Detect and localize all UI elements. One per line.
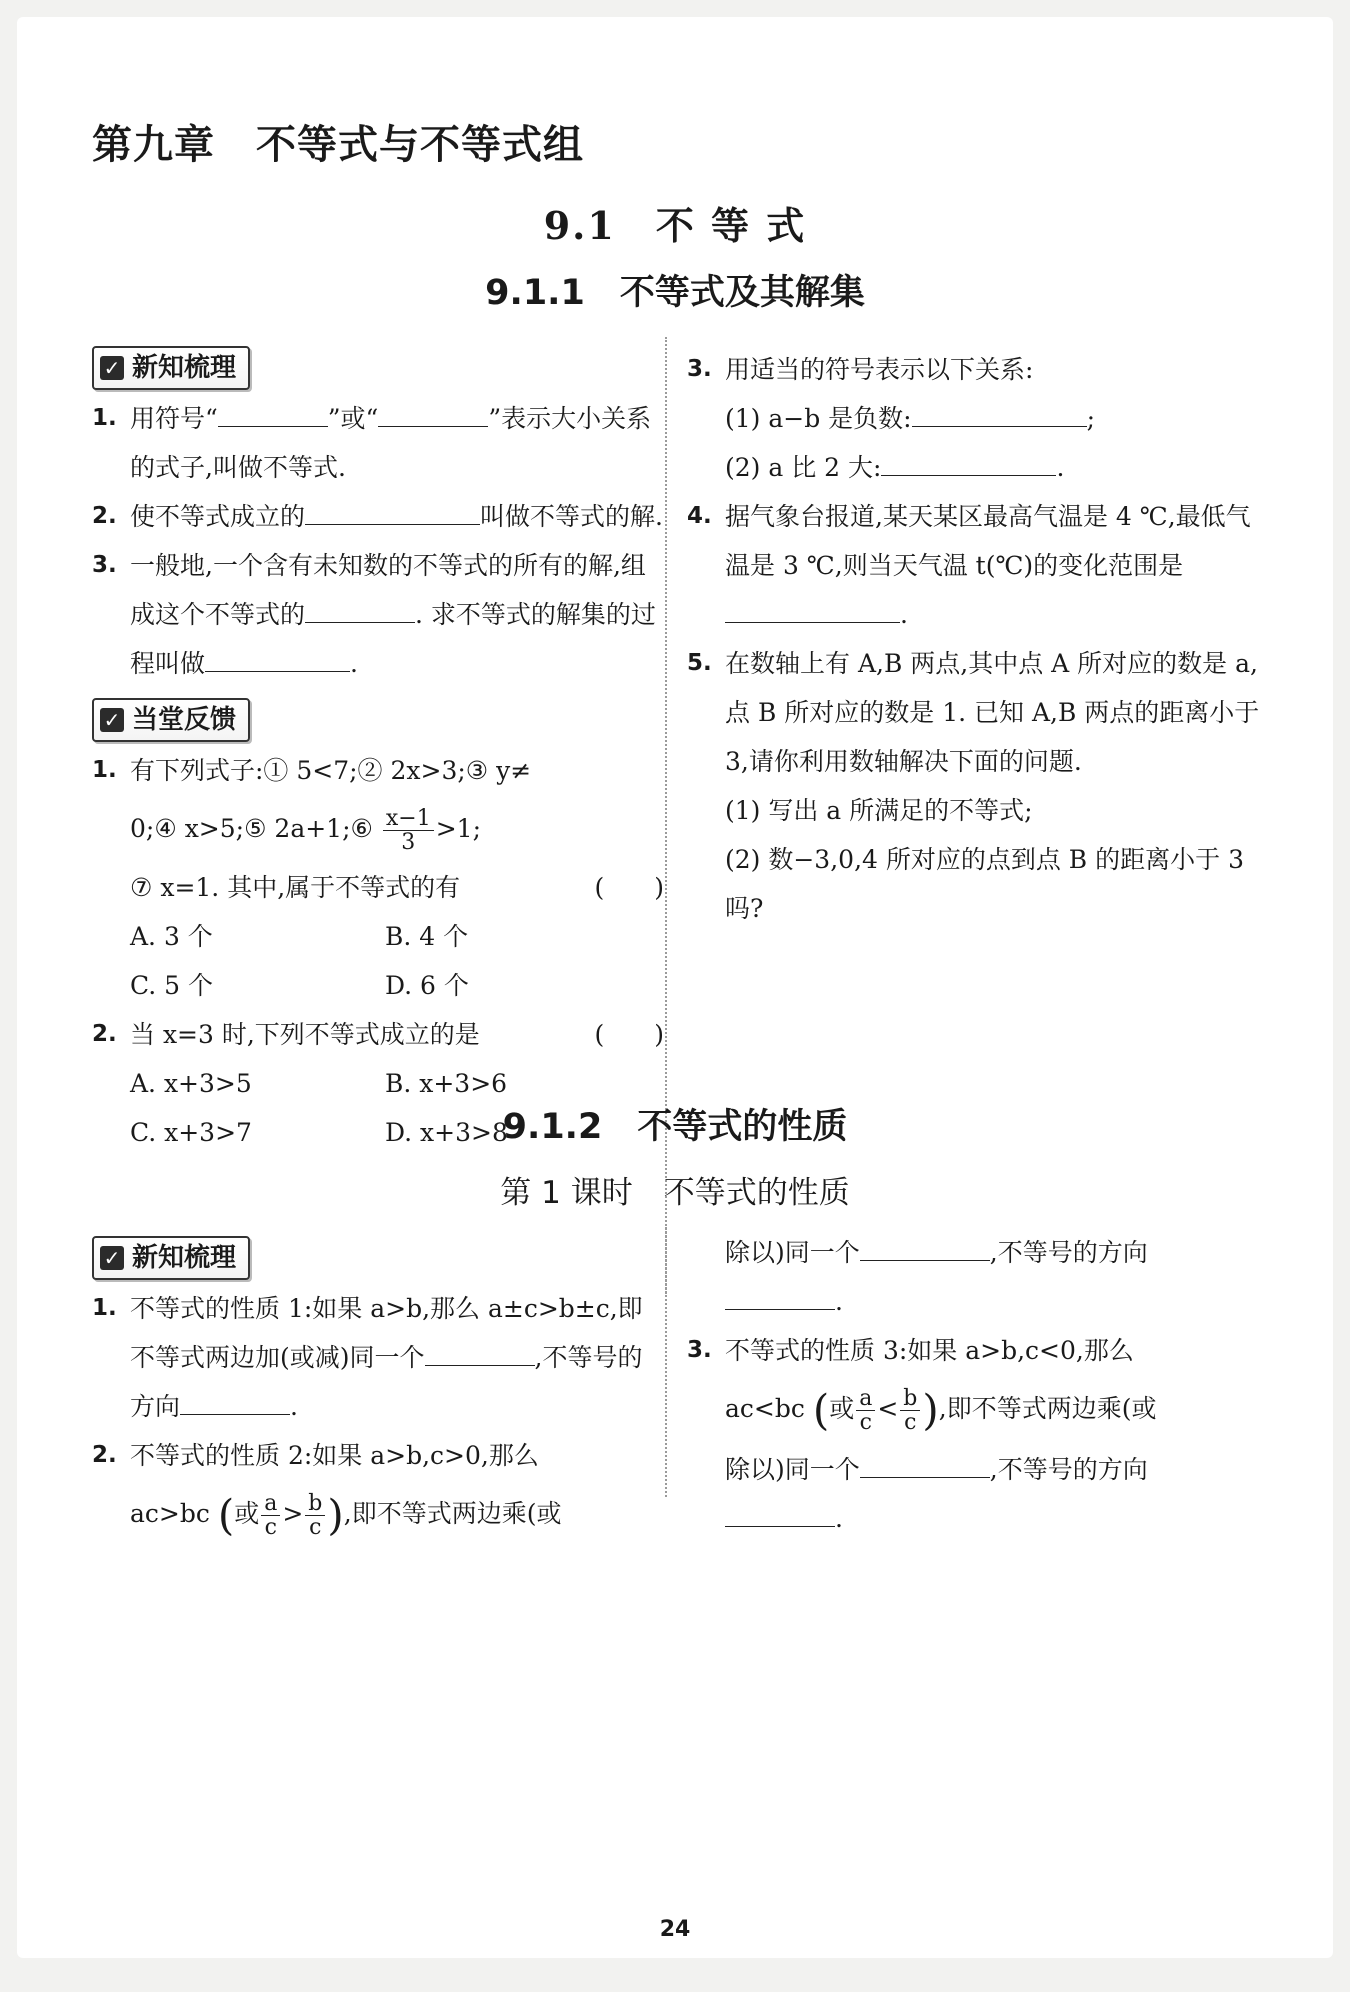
- checkbox-icon: ✓: [100, 356, 124, 380]
- section-title: 9.1 不 等 式: [543, 203, 807, 248]
- text: ,不等号的方向: [989, 1454, 1148, 1484]
- text: 有下列式子:① 5<7;② 2x>3;③ y≠: [130, 756, 532, 785]
- answer-blank[interactable]: [218, 402, 328, 427]
- math: >: [282, 1499, 304, 1528]
- text: .: [350, 649, 358, 678]
- math: ac<bc: [725, 1394, 805, 1423]
- badge-label: 当堂反馈: [132, 704, 237, 735]
- text: ;: [1086, 404, 1096, 433]
- knowledge-item-3: [92, 541, 664, 688]
- right-item-4: [687, 492, 1262, 639]
- text: ”表示大小关系的式子,叫做不等式.: [130, 404, 652, 482]
- answer-blank[interactable]: [860, 1453, 990, 1478]
- numerator: b: [900, 1387, 920, 1411]
- denominator: c: [309, 1515, 322, 1540]
- property-1: [92, 1284, 664, 1431]
- answer-blank[interactable]: [180, 1390, 290, 1415]
- parenthesis: (: [217, 1490, 235, 1540]
- text: 在数轴上有 A,B 两点,其中点 A 所对应的数是 a,点 B 所对应的数是 1. 已知 A,B 两点的距离小于 3,请你利用数轴解决下面的问题.: [725, 649, 1260, 776]
- text: .: [835, 1503, 843, 1533]
- parenthesis: ): [327, 1490, 344, 1540]
- page-number: 24: [659, 1917, 691, 1942]
- column-divider: [665, 1227, 667, 1497]
- property-3-continued-end: [687, 1494, 1262, 1543]
- text: ,即不等式两边乘(或: [938, 1394, 1157, 1423]
- property-3-math: [687, 1375, 1262, 1445]
- numerator: x−1: [383, 807, 434, 831]
- item-number: 1.: [92, 405, 117, 431]
- right-item-3: [687, 345, 1262, 394]
- math: <: [877, 1394, 899, 1423]
- property-3-continued: [687, 1445, 1262, 1494]
- fraction: [856, 1387, 875, 1434]
- text: .: [900, 600, 908, 629]
- text: 不等式的性质 3:如果 a>b,c<0,那么: [725, 1336, 1134, 1365]
- answer-blank[interactable]: [725, 1285, 835, 1310]
- options-row: [92, 912, 664, 961]
- feedback-item-1: [92, 746, 664, 795]
- column-divider: [665, 337, 667, 1297]
- numerator: b: [305, 1492, 325, 1516]
- option-a[interactable]: A. 3 个: [130, 922, 213, 951]
- fraction: [305, 1492, 325, 1539]
- option-d[interactable]: D. x+3>8: [385, 1118, 508, 1147]
- badge-new-knowledge: [92, 346, 250, 390]
- answer-parenthesis[interactable]: ( ): [594, 1020, 664, 1049]
- text: 不等式的性质 1:如果 a>b,那么 a±c>b±c,即不等式两边加(或减)同一个: [130, 1294, 643, 1372]
- badge-feedback: [92, 698, 250, 742]
- checkbox-icon: ✓: [100, 708, 124, 732]
- denominator: c: [904, 1410, 917, 1435]
- property-2-math: [92, 1480, 664, 1550]
- text: 不等式的性质 2:如果 a>b,c>0,那么: [130, 1441, 539, 1470]
- answer-blank[interactable]: [205, 647, 350, 672]
- right-item-5-part-1: (1) 写出 a 所满足的不等式;: [725, 796, 1033, 825]
- text: 叫做不等式的解.: [480, 502, 663, 531]
- option-b[interactable]: B. x+3>6: [385, 1069, 508, 1098]
- item-number: 2.: [92, 1442, 117, 1468]
- answer-blank[interactable]: [378, 402, 488, 427]
- answer-blank[interactable]: [860, 1236, 990, 1261]
- item-number: 3.: [687, 356, 712, 382]
- answer-blank[interactable]: [425, 1341, 535, 1366]
- item-number: 1.: [92, 757, 117, 783]
- right-item-5: [687, 639, 1262, 786]
- feedback-item-2: [92, 1010, 664, 1059]
- text: .: [1056, 453, 1065, 482]
- checkbox-icon: ✓: [100, 1246, 124, 1270]
- right-column-9-1-2: [687, 1228, 1262, 1543]
- left-column-9-1-2: [92, 1230, 664, 1550]
- text: .: [835, 1287, 843, 1316]
- property-2: [92, 1431, 664, 1480]
- item-number: 1.: [92, 1295, 117, 1321]
- text: ,不等号的方向: [130, 1343, 643, 1421]
- item-number: 5.: [687, 650, 712, 676]
- option-c[interactable]: C. x+3>7: [130, 1118, 252, 1147]
- text: 据气象台报道,某天某区最高气温是 4 ℃,最低气温是 3 ℃,则当天气温 t(℃)的变化范围是: [725, 502, 1251, 580]
- right-item-3-part-2: [687, 443, 1262, 492]
- answer-blank[interactable]: [881, 451, 1056, 476]
- text: ,即不等式两边乘(或: [343, 1499, 562, 1528]
- numerator: a: [856, 1387, 875, 1411]
- option-c[interactable]: C. 5 个: [130, 971, 213, 1000]
- fraction: [900, 1387, 920, 1434]
- item-number: 4.: [687, 503, 712, 529]
- subsection-title-9-1-2: 9.1.2 不等式的性质: [502, 1107, 848, 1147]
- text: .: [290, 1392, 298, 1421]
- answer-blank[interactable]: [305, 500, 480, 525]
- item-number: 3.: [92, 552, 117, 578]
- denominator: 3: [401, 830, 416, 855]
- text: ⑦ x=1. 其中,属于不等式的有: [130, 873, 461, 902]
- option-a[interactable]: A. x+3>5: [130, 1069, 252, 1098]
- feedback-item-1-math: [92, 795, 664, 863]
- answer-blank[interactable]: [725, 598, 900, 623]
- text: 0;④ x>5;⑤ 2a+1;⑥: [130, 814, 381, 843]
- property-2-continued: [687, 1228, 1262, 1277]
- badge-new-knowledge-2: [92, 1236, 250, 1280]
- text: 一般地,一个含有未知数的不等式的所有的解,组成这个不等式的: [130, 551, 646, 629]
- text: 用符号“: [130, 404, 218, 433]
- subsection-title-9-1-1: 9.1.1 不等式及其解集: [485, 273, 865, 313]
- right-column-9-1-1: [687, 345, 1262, 933]
- text: 除以)同一个: [725, 1238, 860, 1267]
- answer-blank[interactable]: [725, 1502, 835, 1527]
- text: 当 x=3 时,下列不等式成立的是: [130, 1020, 480, 1049]
- parenthesis: (: [812, 1385, 830, 1435]
- text: . 求不等式的解集的过程叫做: [130, 600, 656, 678]
- text: 除以)同一个: [725, 1454, 860, 1484]
- text: 用适当的符号表示以下关系:: [725, 355, 1034, 384]
- text: 使不等式成立的: [130, 502, 306, 531]
- page: [17, 17, 1333, 1958]
- lesson-title: 第 1 课时 不等式的性质: [500, 1175, 850, 1211]
- property-2-continued-end: [687, 1277, 1262, 1326]
- text: ”或“: [327, 404, 379, 433]
- item-number: 2.: [92, 503, 117, 529]
- answer-blank[interactable]: [912, 402, 1087, 427]
- chapter-title: 第九章 不等式与不等式组: [92, 122, 584, 168]
- text: 或: [829, 1394, 855, 1423]
- text: (2) a 比 2 大:: [725, 453, 882, 482]
- numerator: a: [261, 1492, 280, 1516]
- badge-label: 新知梳理: [132, 1242, 237, 1273]
- knowledge-item-2: [92, 492, 664, 541]
- text: 或: [234, 1499, 260, 1528]
- answer-parenthesis[interactable]: ( ): [594, 873, 664, 902]
- option-d[interactable]: D. 6 个: [385, 971, 469, 1000]
- options-row: [92, 961, 664, 1010]
- text: >1;: [435, 814, 481, 843]
- denominator: c: [264, 1515, 277, 1540]
- item-number: 3.: [687, 1337, 712, 1363]
- right-item-5-part-2: (2) 数−3,0,4 所对应的点到点 B 的距离小于 3 吗?: [725, 845, 1244, 923]
- knowledge-item-1: [92, 394, 664, 492]
- text: ,不等号的方向: [989, 1238, 1148, 1267]
- property-3: [687, 1326, 1262, 1375]
- badge-label: 新知梳理: [132, 352, 237, 383]
- text: (1) a−b 是负数:: [725, 404, 912, 433]
- left-column-9-1-1: [92, 340, 664, 1157]
- feedback-item-1-end: [92, 863, 664, 912]
- item-number: 2.: [92, 1021, 117, 1047]
- fraction: [383, 807, 434, 854]
- option-b[interactable]: B. 4 个: [385, 922, 469, 951]
- fraction: [261, 1492, 280, 1539]
- math: ac>bc: [130, 1499, 210, 1528]
- denominator: c: [859, 1410, 872, 1435]
- answer-blank[interactable]: [305, 598, 415, 623]
- right-item-3-part-1: [687, 394, 1262, 443]
- parenthesis: ): [922, 1385, 939, 1435]
